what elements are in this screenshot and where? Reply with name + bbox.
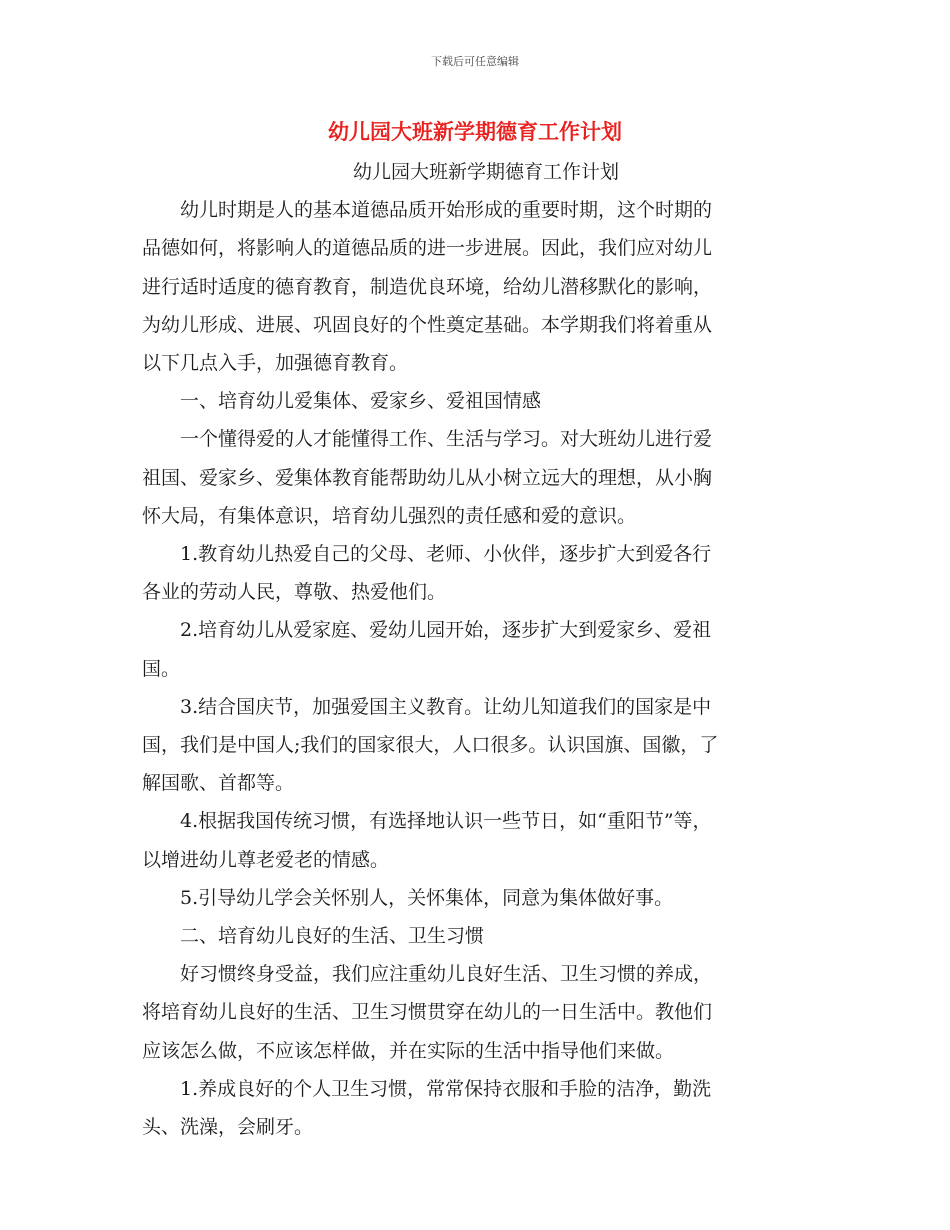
section1-item-2-line-1: 2.培育幼儿从爱家庭、爱幼儿园开始，逐步扩大到爱家乡、爱祖 (180, 619, 712, 642)
document-subtitle: 幼儿园大班新学期德育工作计划 (352, 161, 619, 183)
section1-item-5: 5.引导幼儿学会关怀别人，关怀集体，同意为集体做好事。 (180, 886, 674, 909)
section1-item-4-line-1: 4.根据我国传统习惯，有选择地认识一些节日，如“重阳节”等， (180, 810, 712, 833)
document-body (142, 153, 812, 1146)
section1-item-3-line-2: 国，我们是中国人;我们的国家很大，人口很多。认识国旗、国徽，了 (142, 734, 719, 757)
section2-item-1-line-1: 1.养成良好的个人卫生习惯，常常保持衣服和手脸的洁净，勤洗 (180, 1077, 712, 1100)
intro-line-1: 幼儿时期是人的基本道德品质开始形成的重要时期，这个时期的 (180, 199, 713, 222)
section1-item-1-line-2: 各业的劳动人民，尊敬、热爱他们。 (142, 581, 447, 604)
section2-item-1-line-2: 头、洗澡，会刷牙。 (142, 1116, 314, 1139)
section2-intro-line-2: 将培育幼儿良好的生活、卫生习惯贯穿在幼儿的一日生活中。教他们 (142, 1001, 713, 1024)
section2-intro-line-1: 好习惯终身受益，我们应注重幼儿良好生活、卫生习惯的养成， (180, 963, 713, 986)
header-note: 下载后可任意编辑 (431, 55, 519, 68)
section-heading-2: 二、培育幼儿良好的生活、卫生习惯 (180, 925, 485, 948)
intro-line-2: 品德如何，将影响人的道德品质的进一步进展。因此，我们应对幼儿 (142, 237, 713, 260)
section1-item-3-line-1: 3.结合国庆节，加强爱国主义教育。让幼儿知道我们的国家是中 (180, 695, 712, 718)
section1-item-4-line-2: 以增进幼儿尊老爱老的情感。 (142, 848, 390, 871)
section1-intro-line-2: 祖国、爱家乡、爱集体教育能帮助幼儿从小树立远大的理想，从小胸 (142, 466, 713, 489)
intro-line-3: 进行适时适度的德育教育，制造优良环境，给幼儿潜移默化的影响， (142, 275, 713, 298)
document-title: 幼儿园大班新学期德育工作计划 (328, 120, 622, 144)
section1-intro-line-3: 怀大局，有集体意识，培育幼儿强烈的责任感和爱的意识。 (142, 504, 637, 527)
intro-line-5: 以下几点入手，加强德育教育。 (142, 352, 409, 375)
intro-line-4: 为幼儿形成、进展、巩固良好的个性奠定基础。本学期我们将着重从 (142, 313, 713, 336)
section1-item-2-line-2: 国。 (142, 657, 181, 680)
section1-item-3-line-3: 解国歌、首都等。 (142, 772, 295, 795)
section1-item-1-line-1: 1.教育幼儿热爱自己的父母、老师、小伙伴，逐步扩大到爱各行 (180, 543, 712, 566)
section-heading-1: 一、培育幼儿爱集体、爱家乡、爱祖国情感 (180, 390, 542, 413)
section2-intro-line-3: 应该怎么做，不应该怎样做，并在实际的生活中指导他们来做。 (142, 1039, 675, 1062)
section1-intro-line-1: 一个懂得爱的人才能懂得工作、生活与学习。对大班幼儿进行爱 (180, 428, 713, 451)
